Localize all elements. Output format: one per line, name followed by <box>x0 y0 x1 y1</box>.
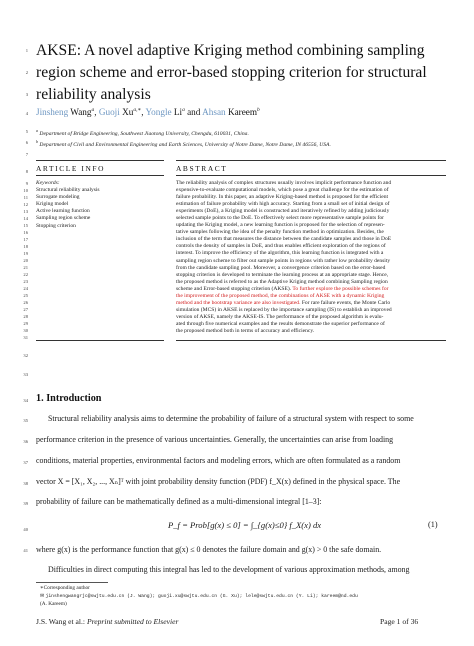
line-number: 10 <box>23 188 28 193</box>
line-number: 20 <box>23 258 28 263</box>
abstract-line: failure probability. In this paper, an adaptive Kriging-based method is proposed for the efficient <box>176 194 389 201</box>
equation-1: P_f = Prob[g(x) ≤ 0] = ∫_{g(x)≤0} f_X(x) dx <box>168 520 322 530</box>
line-number: 22 <box>23 272 28 277</box>
keyword: Sampling region scheme <box>36 215 91 222</box>
line-number: 21 <box>23 265 28 270</box>
line-number: 13 <box>23 209 28 214</box>
article-info-rule <box>36 175 164 176</box>
footer-journal: Preprint submitted to Elsevier <box>86 617 179 626</box>
author-surname[interactable]: Li <box>173 107 183 118</box>
abstract-line: the improvement of the proposed method, the combinations of AKSE with a dynamic Kriging <box>176 292 385 299</box>
footnote-emails-cont: (A. Kareem) <box>40 601 67 607</box>
footnote-corresponding: ∗Corresponding author <box>40 585 90 591</box>
keyword: Kriging model <box>36 201 69 208</box>
affiliation-sup: b <box>36 139 38 144</box>
page-number: Page 1 of 36 <box>380 617 419 626</box>
keyword: Structural reliability analysis <box>36 187 100 194</box>
paper-title <box>36 40 456 106</box>
abstract-line: the proposed method both in terms of accuracy and efficiency. <box>176 327 315 334</box>
line-number: 33 <box>23 372 28 377</box>
abstract-heading: ABSTRACT <box>176 164 228 173</box>
keywords-block <box>36 180 176 230</box>
author-surname[interactable]: Xu <box>122 107 134 118</box>
abstract-line: expensive-to-evaluate computational models, which pose a great challenge for the estimation of <box>176 187 389 194</box>
line-number: 30 <box>23 328 28 333</box>
abstract-line: ated through five numerical examples and the results demonstrate the superior performance of <box>176 320 385 327</box>
line-number: 18 <box>23 244 28 249</box>
affiliation-b <box>36 139 331 148</box>
abstract-line: sampling region scheme to filter out sample points in regions with rather low probability density <box>176 257 391 264</box>
body-line: Difficulties in direct computing this integral has led to the development of various approximation methods, among <box>48 565 410 574</box>
line-number: 37 <box>23 460 28 465</box>
line-number: 24 <box>23 286 28 291</box>
author-given-name[interactable]: Jinsheng <box>36 107 69 118</box>
email-list[interactable]: jinshengwangrjc@swjtu.edu.cn (J. Wang); guoji.xu@swjtu.edu.cn (G. Xu); lele@swjtu.edu.cn (Y. Li); kareem@nd.edu <box>45 594 358 599</box>
keywords-label: Keywords: <box>36 180 60 186</box>
mail-icon: ✉ <box>40 594 45 599</box>
author-sup: a,∗ <box>133 107 142 113</box>
line-number: 34 <box>23 398 28 403</box>
author-given-name[interactable]: Guoji <box>98 107 120 118</box>
line-number: 2 <box>25 70 28 75</box>
line-number: 11 <box>23 195 28 200</box>
abstract-line: The reliability analysis of complex structures usually involves implicit performance function and <box>176 180 392 186</box>
author-sup: b <box>257 107 260 113</box>
equation-number: (1) <box>428 520 438 529</box>
abstract-line: stopping criterion is developed to terminate the learning process at an appropriate stage. Hence, <box>176 271 389 278</box>
abstract-line: tative samples following the idea of the penalty function method in optimization. Besides, the <box>176 229 384 236</box>
section-heading-introduction: 1. Introduction <box>36 393 102 404</box>
abstract-line: inclusion of the term that measures the distance between the candidate samples and those in DoE <box>176 236 392 243</box>
abstract-rule-bottom <box>176 340 446 341</box>
abstract-line: version of AKSE, namely the AKSE-IS. The performance of the proposed algorithm is evalu- <box>176 313 384 320</box>
line-number: 35 <box>23 418 28 423</box>
line-number: 38 <box>23 481 28 486</box>
affiliation-text: Department of Bridge Engineering, Southwest Jiaotong University, Chengdu, 610031, China. <box>39 130 249 137</box>
abstract-line <box>176 300 446 307</box>
body-line: Structural reliability analysis aims to determine the probability of failure of a structural system with respect to some <box>48 414 414 423</box>
line-number: 19 <box>23 251 28 256</box>
line-number: 4 <box>25 111 28 116</box>
line-number: 1 <box>25 48 28 53</box>
line-number: 5 <box>25 129 28 134</box>
line-number: 23 <box>23 279 28 284</box>
line-number: 8 <box>25 169 28 174</box>
author-given-name[interactable]: Ahsan <box>202 107 226 118</box>
line-number: 14 <box>23 216 28 221</box>
affiliation-a <box>36 128 249 137</box>
body-line: where g(x) is the performance function that g(x) ≤ 0 denotes the failure domain and g(x) > 0 the safe domain. <box>36 545 382 554</box>
abstract-line: updating the Kriging model, a new learning function is proposed for the selection of represen- <box>176 222 385 229</box>
footnote-rule <box>36 582 108 583</box>
body-line: performance criterion in the presence of various uncertainties. Generally, the uncertainties can arise from loading <box>36 435 394 444</box>
body-line: vector X = [X₁, X₂, ..., Xₙ]ᵀ with joint probability density function (PDF) f_X(x) defined in the physical space. The <box>36 477 401 486</box>
author-given-name[interactable]: Yongle <box>145 107 172 118</box>
author-separator: , <box>94 107 97 118</box>
abstract-line: simulation (MCS) in AKSE is replaced by the importance sampling (IS) to establish an improved <box>176 306 392 313</box>
article-info-rule-bottom <box>36 340 164 341</box>
article-info-rule-top <box>36 160 164 161</box>
abstract-line <box>176 286 446 293</box>
running-footer <box>36 617 178 626</box>
title-line: reliability analysis <box>36 86 151 103</box>
line-number: 39 <box>23 501 28 506</box>
line-number: 41 <box>23 548 28 553</box>
author-separator: , <box>141 107 144 118</box>
author-separator: and <box>187 107 201 118</box>
keyword: Surrogate modeling <box>36 194 80 201</box>
line-number: 29 <box>23 321 28 326</box>
abstract-line: selected sample points to the DoE. To effectively select more representative sample points for <box>176 215 384 222</box>
line-number: 17 <box>23 237 28 242</box>
abstract-line: from the candidate sampling pool. Moreover, a convergence criterion based on the error-based <box>176 264 386 271</box>
author-sup: a <box>182 107 185 113</box>
line-number: 6 <box>25 140 28 145</box>
keyword: Stopping criterion <box>36 222 76 229</box>
line-number: 12 <box>23 202 28 207</box>
abstract-line: the proposed method is referred to as the Adaptive Kriging method combining Sampling region <box>176 278 388 285</box>
line-number: 9 <box>25 181 28 186</box>
affiliation-text: Department of Civil and Environmental Engineering and Earth Sciences, University of Notre Dame, Notre Dame, IN 46556, USA. <box>39 141 331 148</box>
affiliation-sup: a <box>36 128 38 133</box>
footer-authors: J.S. Wang et al.: <box>36 617 86 626</box>
abstract-text: scheme and Error-based stopping criterion (AKSE). <box>176 285 293 292</box>
line-number: 27 <box>23 307 28 312</box>
author-surname[interactable]: Kareem <box>227 107 258 118</box>
abstract-rule-top <box>176 160 446 161</box>
abstract-line: experiments (DoE), a Kriging model is constructed and iteratively refined by adding judiciously <box>176 208 390 215</box>
title-line: AKSE: A novel adaptive Kriging method combining sampling <box>36 42 425 59</box>
abstract-line: controls the density of samples in DoE, and thus enables efficient exploration of the regions of <box>176 243 386 250</box>
line-number: 31 <box>23 335 28 340</box>
author-surname[interactable]: Wang <box>70 107 92 118</box>
abstract-line: interest. To improve the efficiency of the algorithm, this learning function is integrated with a <box>176 250 384 257</box>
abstract-line: estimation of failure probability with high accuracy. Starting from a small set of initial design of <box>176 201 390 208</box>
body-line: probability of failure can be mathematically defined as a multi-dimensional integral [1–3]: <box>36 497 322 506</box>
line-number: 32 <box>23 353 28 358</box>
line-number: 36 <box>23 439 28 444</box>
line-number: 40 <box>23 527 28 532</box>
article-info-heading: ARTICLE INFO <box>36 164 106 173</box>
line-number: 3 <box>25 92 28 97</box>
line-number: 25 <box>23 293 28 298</box>
line-number: 16 <box>23 230 28 235</box>
author-list <box>36 107 260 117</box>
abstract-text: For rare failure events, the Monte Carlo <box>300 299 391 306</box>
line-number: 7 <box>25 152 28 157</box>
footnote-emails <box>40 593 358 599</box>
author-sup: a <box>91 107 95 113</box>
line-number: 28 <box>23 314 28 319</box>
keyword: Active learning function <box>36 208 90 215</box>
line-number: 15 <box>23 223 28 228</box>
body-line: conditions, material properties, environmental factors and modeling errors, which are often formulated as a random <box>36 456 401 465</box>
abstract-body <box>176 180 446 335</box>
abstract-highlight: method and the bootstrap variance are also investigated. <box>176 299 301 306</box>
line-number: 26 <box>23 300 28 305</box>
title-line: region scheme and error-based stopping criterion for structural <box>36 64 427 81</box>
abstract-rule <box>176 175 446 176</box>
abstract-highlight: To further explore the possible schemes for <box>292 285 389 292</box>
